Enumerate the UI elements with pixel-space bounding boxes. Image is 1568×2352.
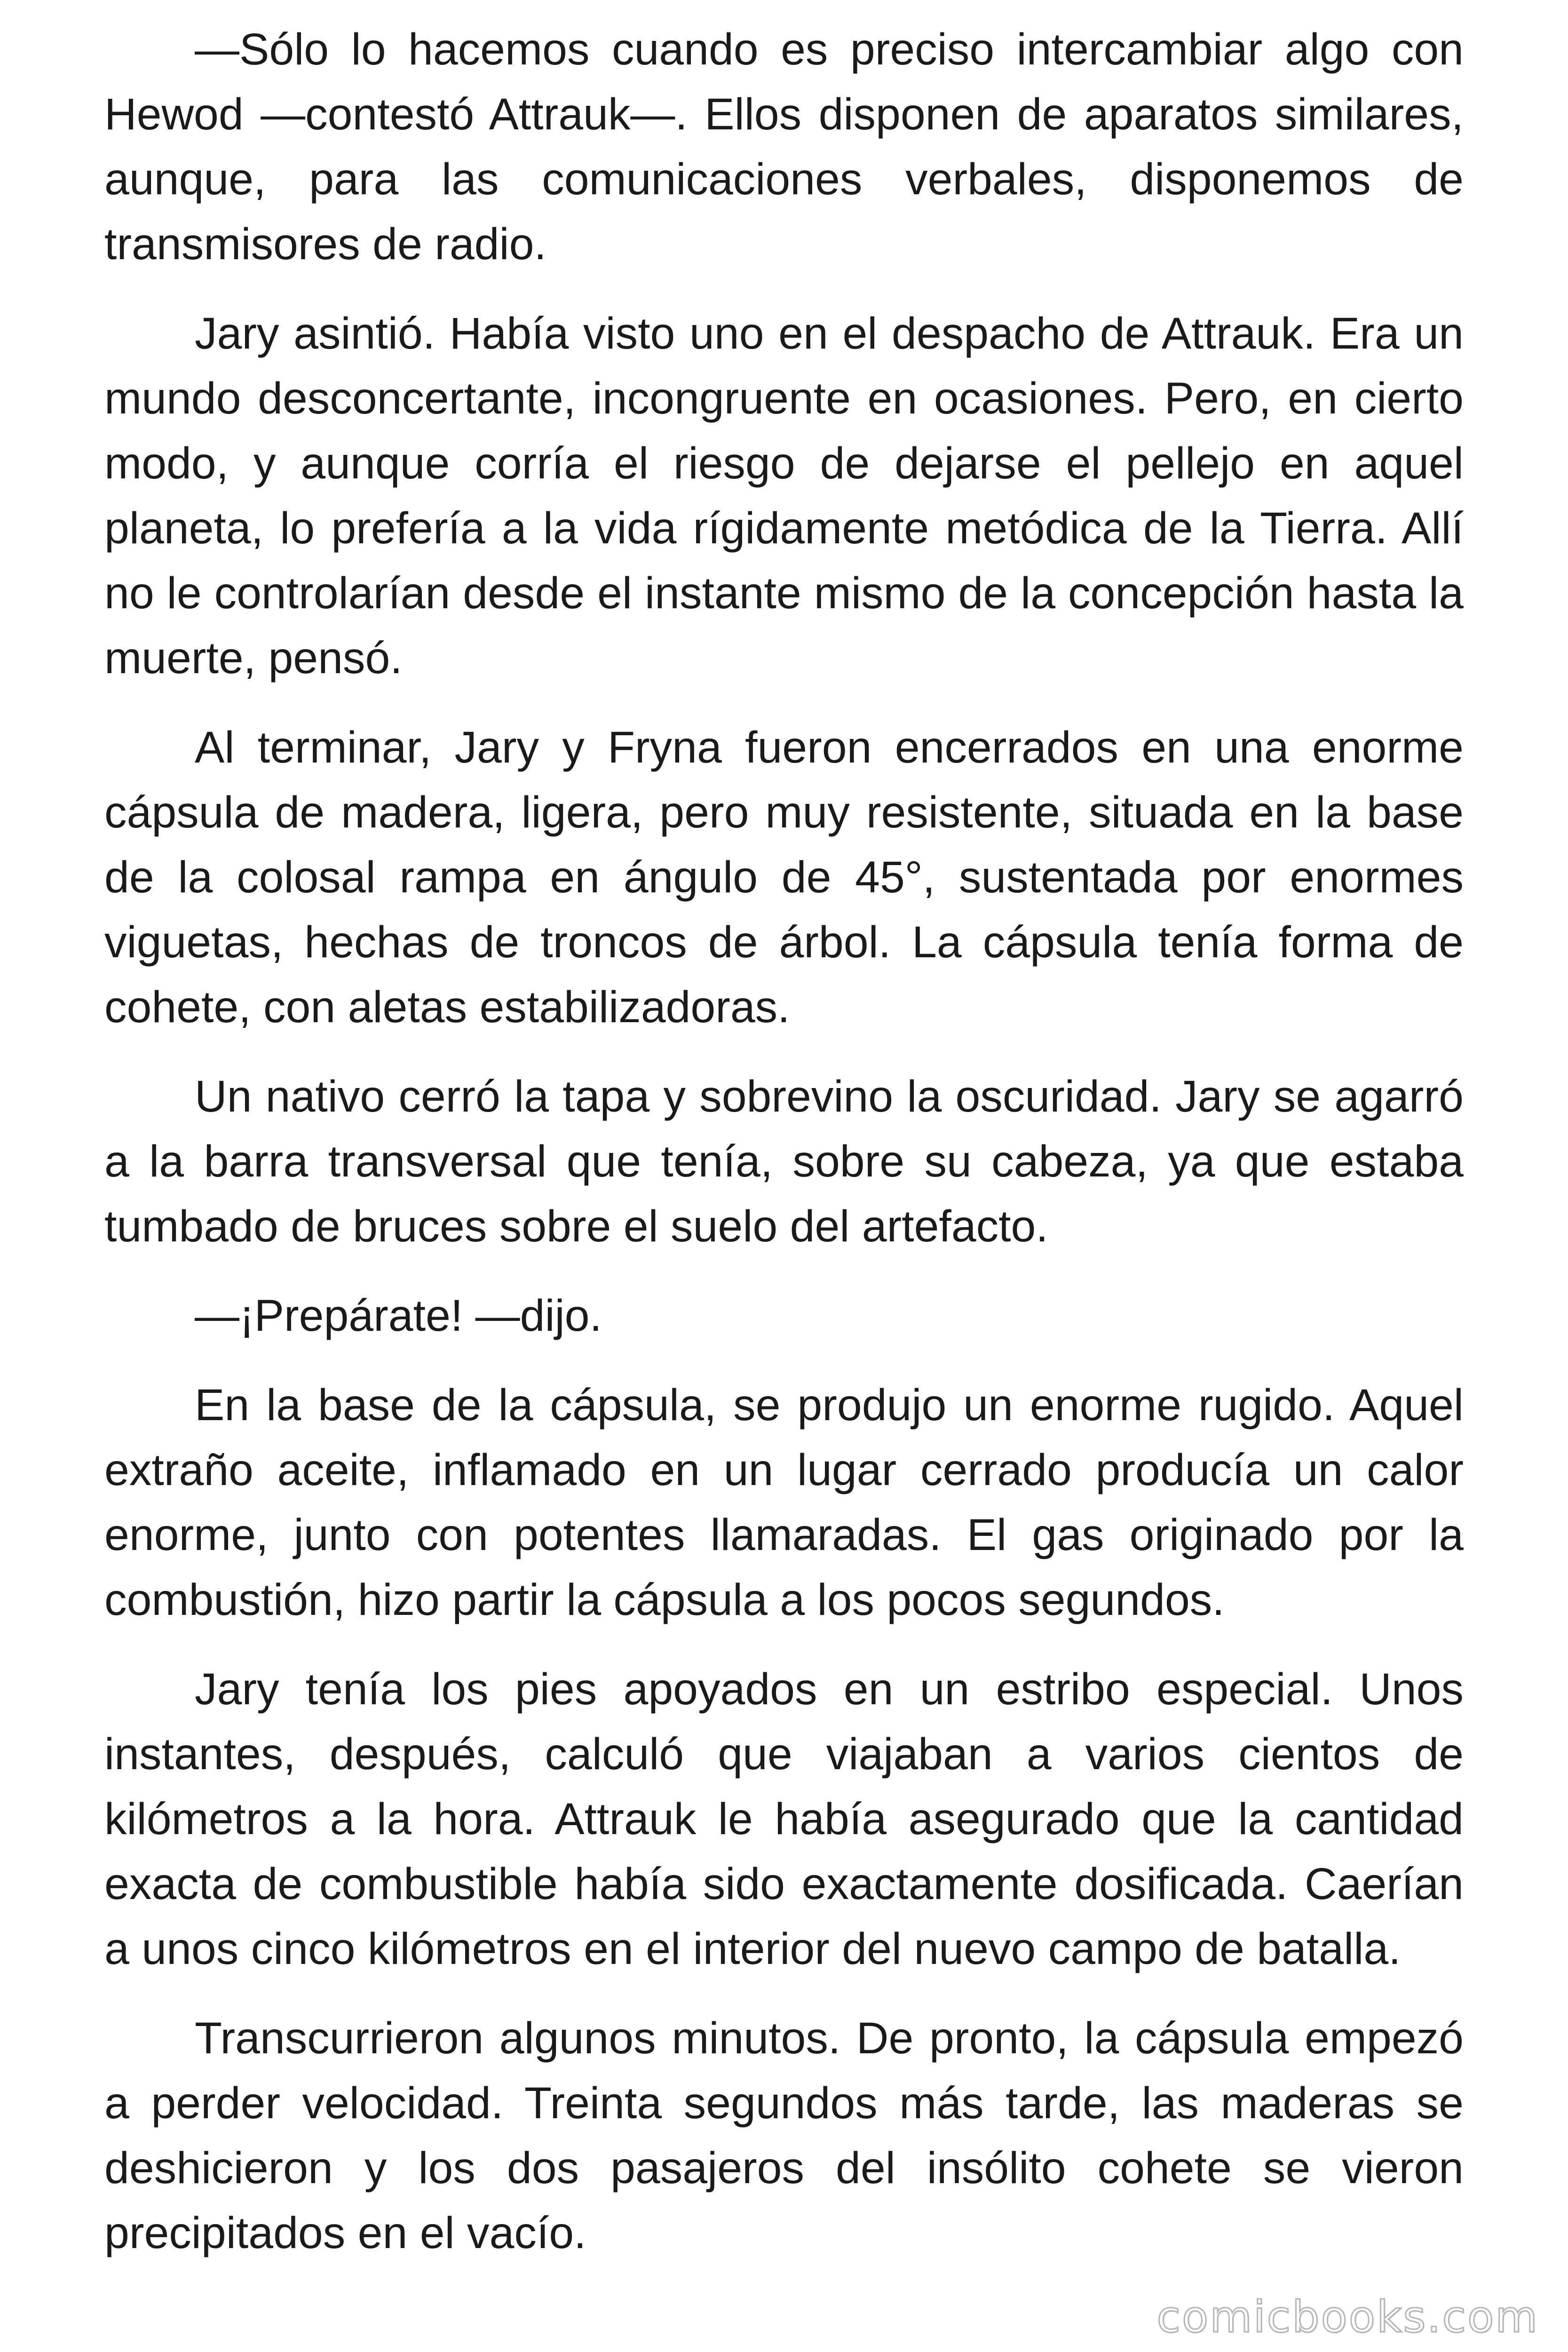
document-body xyxy=(104,17,1464,2290)
paragraph: —¡Prepárate! —dijo. xyxy=(195,1291,602,1341)
watermark: comicbooks.com xyxy=(1156,2292,1539,2342)
paragraph: Transcurrieron algunos minutos. De pronto, la cápsula empezó a perder velocidad. Treinta segundos más tarde, las maderas se deshicieron y los dos pasajeros del insólito cohete se vieron precipitados en el vacío. xyxy=(104,2013,1464,2258)
paragraph: Al terminar, Jary y Fryna fueron encerrados en una enorme cápsula de madera, ligera, pero muy resistente, situada en la base de la colosal rampa en ángulo de 45°, sustentada por enormes viguetas, hechas de troncos de árbol. La cápsula tenía forma de cohete, con aletas estabilizadoras. xyxy=(104,723,1464,1032)
paragraph: —Sólo lo hacemos cuando es preciso intercambiar algo con Hewod —contestó Attrauk—. Ellos disponen de aparatos similares, aunque, para las comunicaciones verbales, disponemos de transmisores de radio. xyxy=(104,24,1464,269)
paragraph: Jary asintió. Había visto uno en el despacho de Attrauk. Era un mundo desconcertante, incongruente en ocasiones. Pero, en cierto modo, y aunque corría el riesgo de dejarse el pellejo en aquel planeta, lo prefería a la vida rígidamente metódica de la Tierra. Allí no le controlarían desde el instante mismo de la concepción hasta la muerte, pensó. xyxy=(104,309,1464,683)
paragraph: Jary tenía los pies apoyados en un estribo especial. Unos instantes, después, calculó que viajaban a varios cientos de kilómetros a la hora. Attrauk le había asegurado que la cantidad exacta de combustible había sido exactamente dosificada. Caerían a unos cinco kilómetros en el interior del nuevo campo de batalla. xyxy=(104,1664,1464,1974)
paragraph: Un nativo cerró la tapa y sobrevino la oscuridad. Jary se agarró a la barra transversal que tenía, sobre su cabeza, ya que estaba tumbado de bruces sobre el suelo del artefacto. xyxy=(104,1072,1464,1251)
paragraph: En la base de la cápsula, se produjo un enorme rugido. Aquel extraño aceite, inflamado en un lugar cerrado producía un calor enorme, junto con potentes llamaradas. El gas originado por la combustión, hizo partir la cápsula a los pocos segundos. xyxy=(104,1380,1464,1625)
